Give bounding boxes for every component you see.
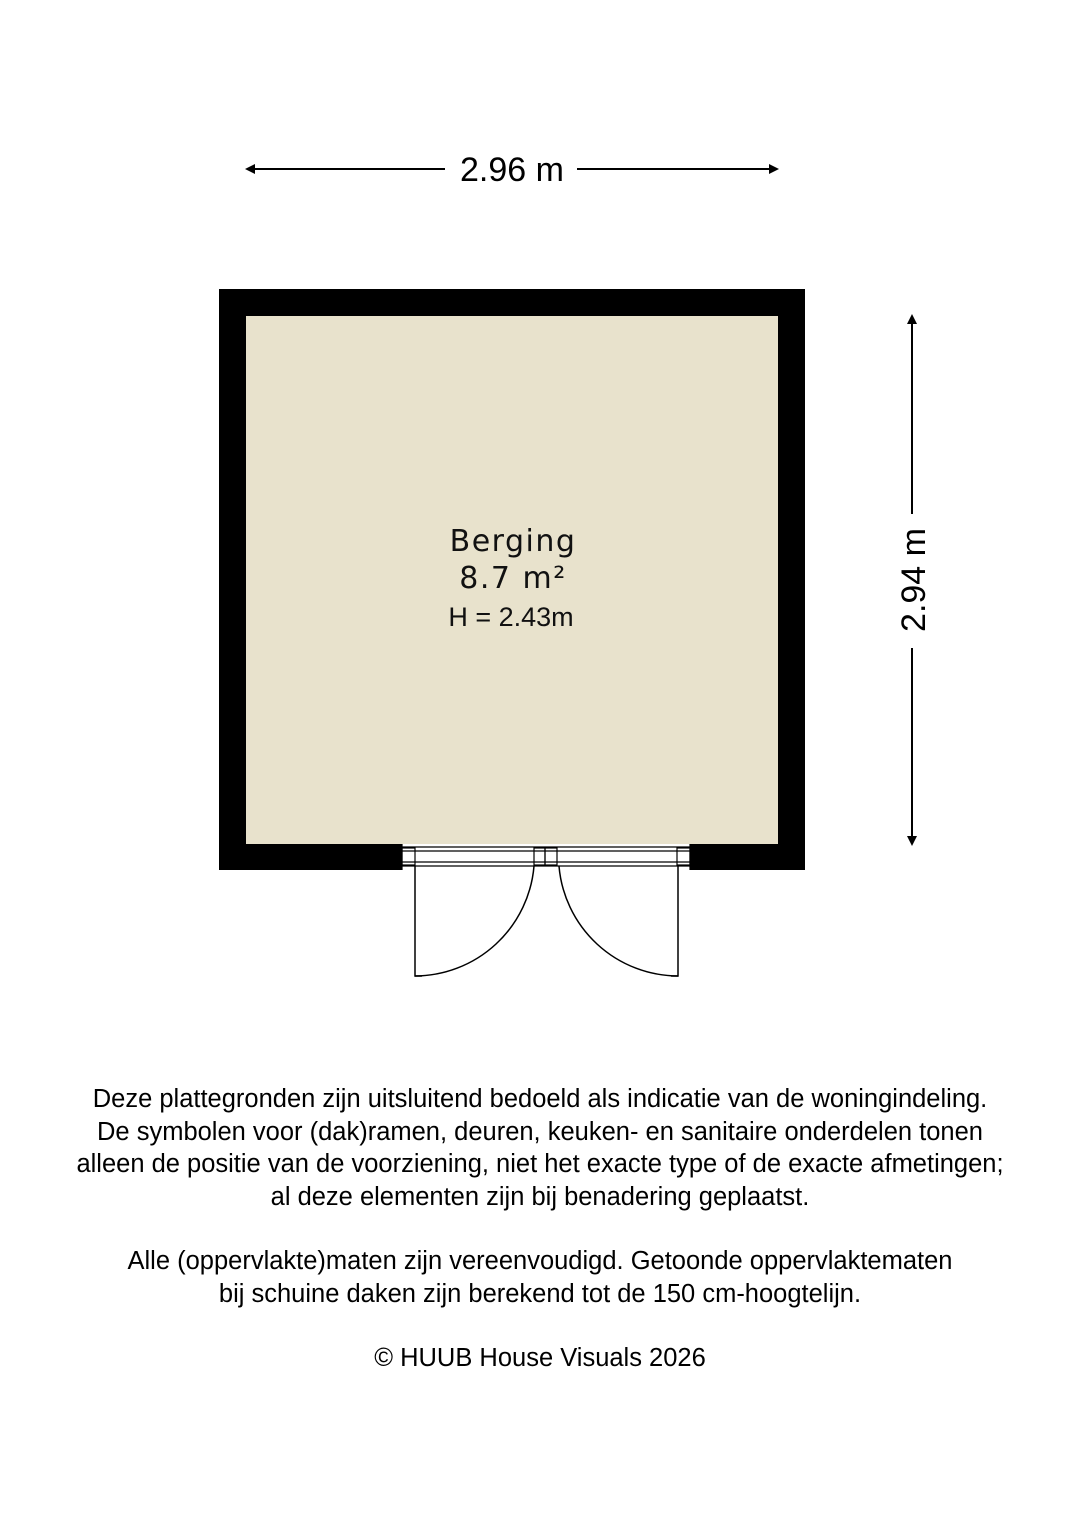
disclaimer-line: Alle (oppervlakte)maten zijn vereenvoudigd. Getoonde oppervlaktematen <box>127 1247 953 1275</box>
double-door <box>402 844 690 976</box>
width-dimension <box>247 151 777 189</box>
depth-dimension-label: 2.94 m <box>895 528 933 632</box>
right-door-leaf <box>671 866 678 976</box>
wall-top <box>219 289 805 316</box>
disclaimer-line: Deze plattegronden zijn uitsluitend bedoeld als indicatie van de woningindeling. <box>92 1085 988 1113</box>
disclaimer-line: De symbolen voor (dak)ramen, deuren, keuken- en sanitaire onderdelen tonen <box>97 1117 983 1146</box>
wall-bottom-right <box>690 844 805 870</box>
wall-right <box>778 289 805 870</box>
wall-left <box>219 289 246 870</box>
wall-bottom-left <box>219 844 402 870</box>
right-door-swing-icon <box>559 866 678 976</box>
room-name: Berging <box>449 524 577 559</box>
disclaimer-paragraph-2 <box>0 1245 1080 1310</box>
disclaimer-line: bij schuine daken zijn berekend tot de 150 cm-hoogtelijn. <box>218 1279 862 1308</box>
depth-dimension <box>895 316 933 844</box>
left-door-leaf <box>415 866 422 976</box>
disclaimer-paragraph-1 <box>0 1083 1080 1213</box>
disclaimer-line: alleen de positie van de voorziening, niet het exacte type of de exacte afmetingen; <box>76 1150 1004 1178</box>
disclaimer-line: al deze elementen zijn bij benadering geplaatst. <box>270 1182 810 1211</box>
copyright-notice: © HUUB House Visuals 2026 <box>374 1344 706 1372</box>
room-area: 8.7 m² <box>459 561 567 596</box>
disclaimer <box>0 1083 1080 1375</box>
width-dimension-label: 2.96 m <box>460 151 564 189</box>
left-door-swing-icon <box>415 866 534 976</box>
room-height: H = 2.43m <box>448 602 574 632</box>
